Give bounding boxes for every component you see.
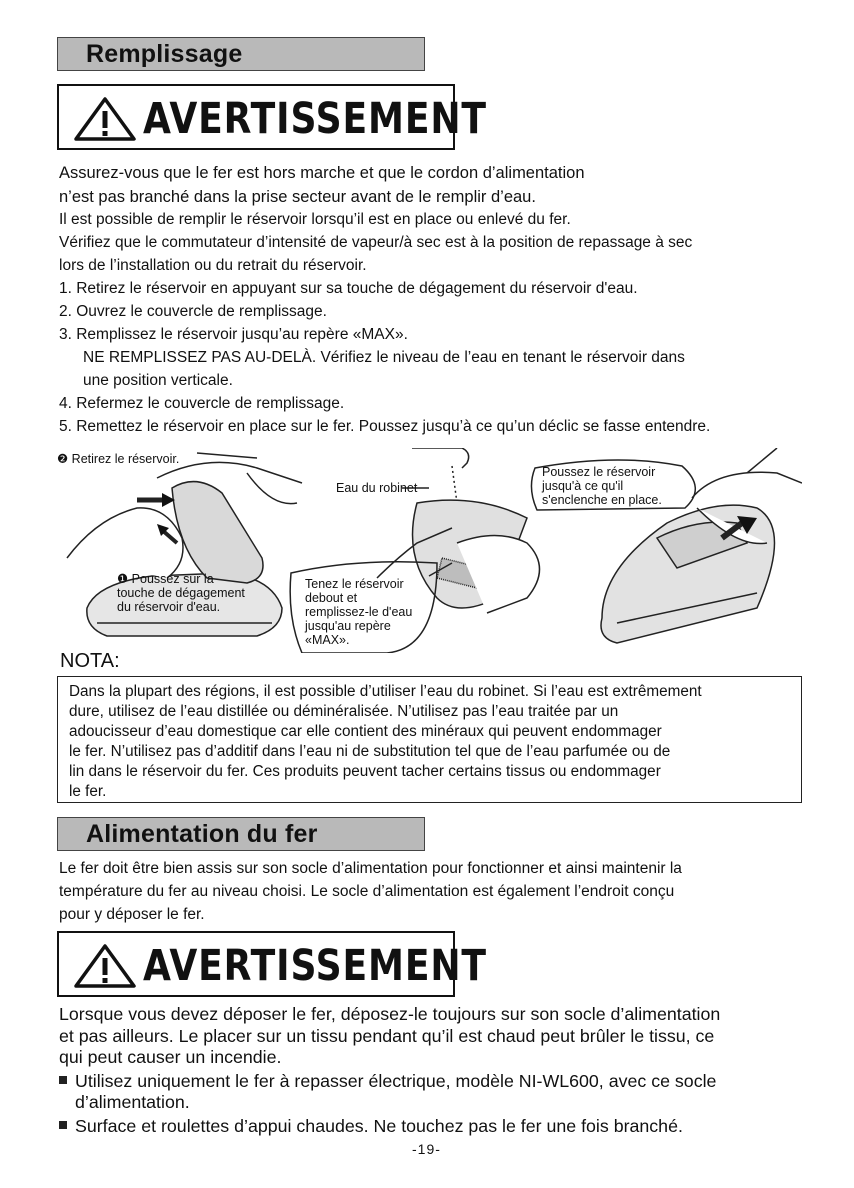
section-header-remplissage <box>57 37 425 71</box>
iron-filling-drawing <box>57 448 802 653</box>
section-header-alimentation <box>57 817 425 851</box>
note-line: dure, utilisez de l’eau distillée ou déminéralisée. N’utilisez pas l’eau traitée par un <box>69 703 619 720</box>
note-title: NOTA: <box>60 650 120 672</box>
page-number: -19- <box>412 1141 441 1157</box>
body-line: Le fer doit être bien assis sur son socle d’alimentation pour fonctionner et ainsi maintenir la <box>59 860 682 877</box>
label-line: Tenez le réservoir <box>305 577 404 591</box>
label-line: touche de dégagement <box>117 586 245 600</box>
label-line: debout et <box>305 591 358 605</box>
body-line: température du fer au niveau choisi. Le socle d’alimentation est également l’endroit conçu <box>59 883 675 900</box>
step-item: 1. Retirez le réservoir en appuyant sur sa touche de dégagement du réservoir d'eau. <box>59 280 638 297</box>
body-line: pour y déposer le fer. <box>59 906 205 923</box>
warning-triangle-icon <box>73 96 137 142</box>
section-title: Alimentation du fer <box>86 820 318 848</box>
warning-line: et pas ailleurs. Le placer sur un tissu pendant qu’il est chaud peut brûler le tissu, ce <box>59 1025 715 1046</box>
bullet-text-cont: d’alimentation. <box>75 1092 190 1112</box>
label-line: du réservoir d'eau. <box>117 600 221 614</box>
step1-label <box>117 572 245 614</box>
filling-illustration <box>57 448 802 658</box>
hold-label <box>305 577 412 647</box>
bullet-item <box>59 1071 720 1093</box>
step-item: 3. Remplissez le réservoir jusqu’au repère «MAX». <box>59 326 408 343</box>
body-line: lors de l’installation ou du retrait du réservoir. <box>59 257 367 274</box>
warning-title: AVERTISSEMENT <box>143 941 487 991</box>
label-line: jusqu'au repère <box>305 619 391 633</box>
bullet-item <box>59 1116 720 1138</box>
bullet-text: Utilisez uniquement le fer à repasser électrique, modèle NI-WL600, avec ce socle <box>75 1070 717 1091</box>
step-item: 5. Remettez le réservoir en place sur le fer. Poussez jusqu’à ce qu’un déclic se fasse entendre. <box>59 418 711 435</box>
note-text <box>69 682 702 802</box>
body-line: Il est possible de remplir le réservoir lorsqu’il est en place ou enlevé du fer. <box>59 211 571 228</box>
bullet-icon <box>59 1076 67 1084</box>
intro-text <box>59 161 585 209</box>
warning-banner <box>57 84 487 150</box>
warning-triangle-icon <box>73 943 137 989</box>
push-label <box>542 465 662 507</box>
warning-title: AVERTISSEMENT <box>143 94 487 144</box>
label-line: remplissez-le d'eau <box>305 605 413 619</box>
warning-line: qui peut causer un incendie. <box>59 1047 282 1067</box>
section-title: Remplissage <box>86 40 243 68</box>
label-line: jusqu'à ce qu'il <box>542 479 624 493</box>
tap-label: Eau du robinet <box>336 481 418 495</box>
note-line: lin dans le réservoir du fer. Ces produits peuvent tacher certains tissus ou endommager <box>69 763 661 780</box>
warning2-text <box>59 1004 720 1137</box>
note-line: Dans la plupart des régions, il est possible d’utiliser l’eau du robinet. Si l’eau est extrêmement <box>69 683 702 700</box>
note-box <box>57 676 802 803</box>
warning-line: Lorsque vous devez déposer le fer, déposez-le toujours sur son socle d’alimentation <box>59 1004 721 1024</box>
label-line: Poussez le réservoir <box>542 465 656 479</box>
note-line: le fer. N’utilisez pas d’additif dans l’eau ni de substitution tel que de l’eau parfumée ou de <box>69 743 671 760</box>
note-line: le fer. <box>69 783 107 800</box>
bullet-text: Surface et roulettes d’appui chaudes. Ne touchez pas le fer une fois branché. <box>75 1115 683 1136</box>
step-item-detail: une position verticale. <box>83 372 233 389</box>
label-line: ❶ Poussez sur la <box>117 572 214 586</box>
bullet-icon <box>59 1121 67 1129</box>
intro-line: Assurez-vous que le fer est hors marche et que le cordon d’alimentation <box>59 164 585 182</box>
label-line: «MAX». <box>305 633 350 647</box>
body-line: Vérifiez que le commutateur d’intensité de vapeur/à sec est à la position de repassage à sec <box>59 234 693 251</box>
note-line: adoucisseur d’eau domestique car elle contient des minéraux qui peuvent endommager <box>69 723 662 740</box>
label-line: s'enclenche en place. <box>542 493 662 507</box>
step-item: 4. Refermez le couvercle de remplissage. <box>59 395 345 412</box>
warning-banner <box>57 931 487 997</box>
section2-text <box>59 857 682 926</box>
step-item: 2. Ouvrez le couvercle de remplissage. <box>59 303 327 320</box>
step2-label: ❷ Retirez le réservoir. <box>57 452 180 466</box>
intro-line: n’est pas branché dans la prise secteur avant de le remplir d’eau. <box>59 188 536 206</box>
body-text <box>59 208 710 438</box>
step-item-detail: NE REMPLISSEZ PAS AU-DELÀ. Vérifiez le niveau de l’eau en tenant le réservoir dans <box>83 349 685 366</box>
